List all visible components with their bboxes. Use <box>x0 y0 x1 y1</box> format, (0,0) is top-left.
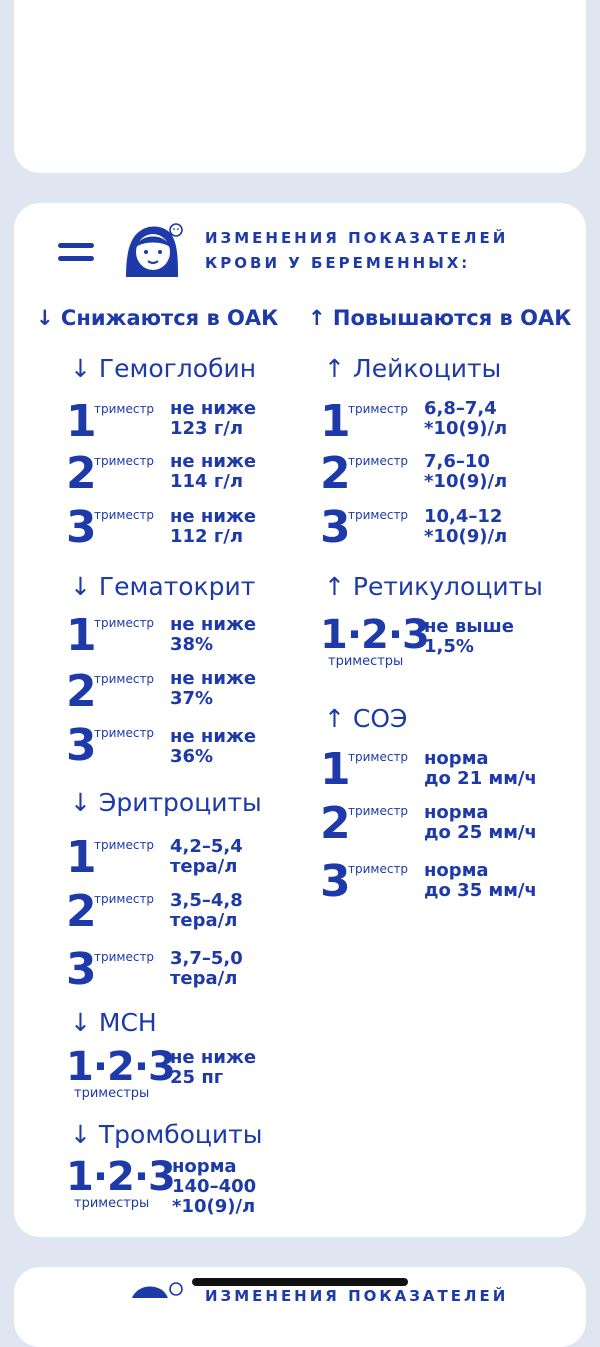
section-hemoglobin: ↓ Гемоглобин <box>70 354 257 383</box>
girl-avatar-icon <box>118 1280 188 1298</box>
trimester-number: 3 <box>320 856 351 907</box>
trimester-label: триместр <box>348 862 409 876</box>
value-line: до 25 мм/ч <box>424 822 537 843</box>
section-esr: ↑ СОЭ <box>324 704 408 733</box>
value-line: 7,6–10 <box>424 451 490 472</box>
section-mch: ↓ MCH <box>70 1008 157 1037</box>
trimester-label: триместр <box>348 508 409 522</box>
value-line: 123 г/л <box>170 418 244 439</box>
value-line: до 21 мм/ч <box>424 768 537 789</box>
previous-card <box>14 0 586 173</box>
trimester-label: триместр <box>94 616 155 630</box>
trimester-label: триместр <box>94 454 155 468</box>
trimester-number: 2 <box>66 448 97 499</box>
value-line: тера/л <box>170 856 238 877</box>
value-line: 25 пг <box>170 1067 224 1088</box>
trimester-number: 2 <box>320 798 351 849</box>
value-line: 112 г/л <box>170 526 244 547</box>
value-line: 3,7–5,0 <box>170 948 243 969</box>
value-line: *10(9)/л <box>424 418 508 439</box>
section-reticulocytes: ↑ Ретикулоциты <box>324 572 543 601</box>
trimester-number: 3 <box>66 502 97 553</box>
value-line: не ниже <box>170 398 257 419</box>
trimester-label: триместр <box>94 508 155 522</box>
home-indicator[interactable] <box>192 1278 408 1286</box>
trimesters-label: триместры <box>74 1196 150 1211</box>
trimester-number: 1 <box>66 610 97 661</box>
decreasing-column-heading: ↓ Снижаются в ОАК <box>36 306 279 330</box>
value-line: норма <box>172 1156 237 1177</box>
value-line: 4,2–5,4 <box>170 836 243 857</box>
section-hematocrit: ↓ Гематокрит <box>70 572 256 601</box>
value-line: не выше <box>424 616 514 637</box>
trimester-number: 2 <box>320 448 351 499</box>
all-trimesters-number: 1·2·3 <box>66 1044 175 1090</box>
trimester-number: 3 <box>66 720 97 771</box>
trimester-label: триместр <box>348 750 409 764</box>
value-line: норма <box>424 860 489 881</box>
value-line: не ниже <box>170 614 257 635</box>
trimester-number: 1 <box>66 832 97 883</box>
increasing-column-heading: ↑ Повышаются в ОАК <box>308 306 572 330</box>
value-line: *10(9)/л <box>424 471 508 492</box>
value-line: тера/л <box>170 968 238 989</box>
trimester-number: 1 <box>320 396 351 447</box>
title-line-2: КРОВИ У БЕРЕМЕННЫХ: <box>205 254 471 272</box>
value-line: 1,5% <box>424 636 474 657</box>
all-trimesters-number: 1·2·3 <box>320 612 429 658</box>
value-line: тера/л <box>170 910 238 931</box>
value-line: не ниже <box>170 451 257 472</box>
value-line: норма <box>424 748 489 769</box>
value-line: 37% <box>170 688 214 709</box>
trimester-label: триместр <box>94 892 155 906</box>
value-line: до 35 мм/ч <box>424 880 537 901</box>
value-line: не ниже <box>170 726 257 747</box>
page-title <box>205 226 525 276</box>
value-line: 38% <box>170 634 214 655</box>
trimesters-label: триместры <box>74 1086 150 1101</box>
all-trimesters-number: 1·2·3 <box>66 1154 175 1200</box>
value-line: не ниже <box>170 668 257 689</box>
trimesters-label: триместры <box>328 654 404 669</box>
trimester-number: 2 <box>66 666 97 717</box>
trimester-number: 2 <box>66 886 97 937</box>
value-line: норма <box>424 802 489 823</box>
menu-icon[interactable] <box>58 243 94 269</box>
value-line: не ниже <box>170 506 257 527</box>
section-leukocytes: ↑ Лейкоциты <box>324 354 502 383</box>
trimester-label: триместр <box>94 726 155 740</box>
value-line: 6,8–7,4 <box>424 398 497 419</box>
trimester-number: 1 <box>320 744 351 795</box>
trimester-number: 1 <box>66 396 97 447</box>
value-line: 114 г/л <box>170 471 244 492</box>
trimester-label: триместр <box>94 672 155 686</box>
next-card-title: ИЗМЕНЕНИЯ ПОКАЗАТЕЛЕЙ <box>205 1287 509 1305</box>
title-line-1: ИЗМЕНЕНИЯ ПОКАЗАТЕЛЕЙ <box>205 229 509 247</box>
value-line: 3,5–4,8 <box>170 890 243 911</box>
trimester-label: триместр <box>348 454 409 468</box>
value-line: 36% <box>170 746 214 767</box>
trimester-label: триместр <box>94 838 155 852</box>
trimester-number: 3 <box>320 502 351 553</box>
trimester-label: триместр <box>94 402 155 416</box>
value-line: 140–400 <box>172 1176 257 1197</box>
value-line: 10,4–12 <box>424 506 503 527</box>
girl-avatar-icon <box>118 219 188 279</box>
trimester-label: триместр <box>94 950 155 964</box>
section-platelets: ↓ Тромбоциты <box>70 1120 263 1149</box>
trimester-label: триместр <box>348 804 409 818</box>
value-line: *10(9)/л <box>172 1196 256 1217</box>
trimester-number: 3 <box>66 944 97 995</box>
section-erythrocytes: ↓ Эритроциты <box>70 788 262 817</box>
value-line: *10(9)/л <box>424 526 508 547</box>
value-line: не ниже <box>170 1047 257 1068</box>
trimester-label: триместр <box>348 402 409 416</box>
